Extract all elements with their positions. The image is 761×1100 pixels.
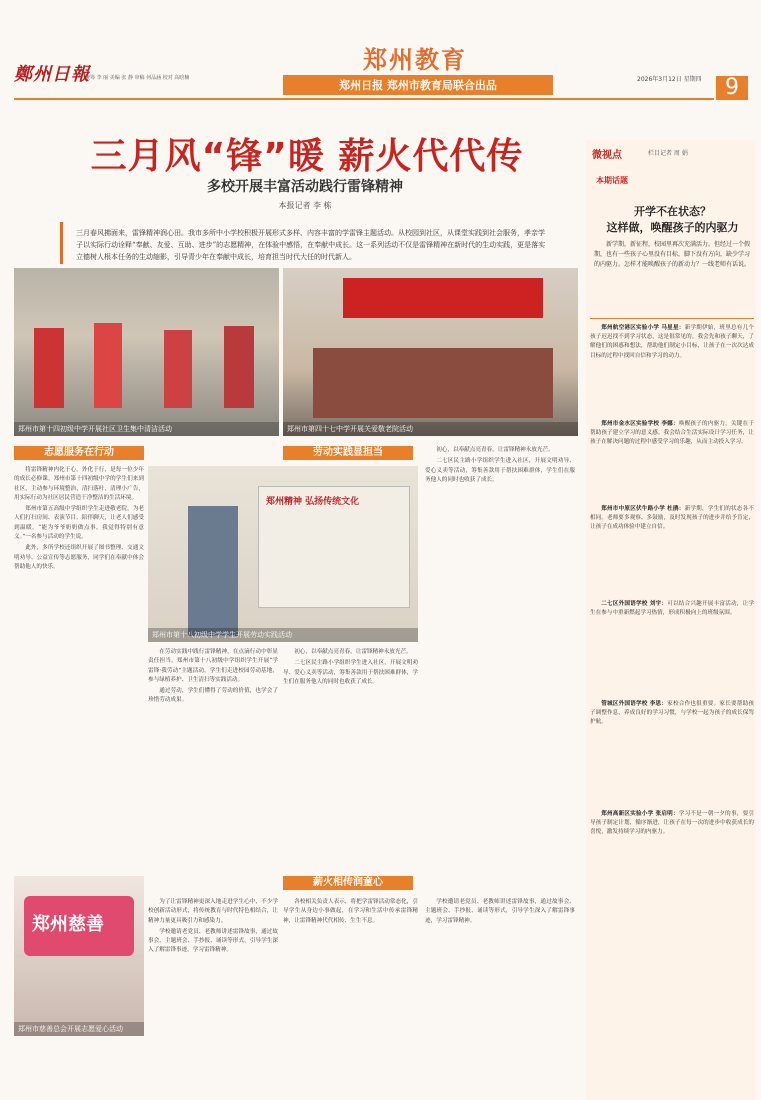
paragraph: 将雷锋精神内化于心，外化于行，是每一位少年的成长必修课。郑州市第十四初级中学的学生们来到社区，主动参与环境整治，清扫落叶，清理小广告，用实际行动为社区居民营造干净整洁的生活环境。 [14, 467, 144, 501]
opinion-author: 郑州高新区实验小学 张启明： [601, 811, 679, 817]
article-lead: 三月春风拂面来，雷锋精神润心田。我市多所中小学校积极开展形式多样、内容丰富的学雷锋主题活动。从校园到社区，从课堂实践到社会服务，孝亲学子以实际行动诠释“奉献、友爱、互助、进步”的志愿精神，在体验中感悟，在奉献中成长。这一系列活动不仅是雷锋精神在新时代的生动实践，更是落实立德树人根本任务的生动缩影，引导青少年在奉献中成长，培育担当时代大任的时代新人。 [76, 229, 546, 261]
sidebar-title [590, 204, 755, 236]
paragraph: 二七区民主路小学组织学生进入社区，开展文明劝导、爱心义卖等活动，筹集善款用于帮扶困难群体，学生们在服务他人的同时也收获了成长。 [425, 458, 575, 483]
placard-text: 郑州慈善 [32, 914, 104, 935]
opinion-item [590, 700, 754, 728]
paragraph: 在劳动实践中践行雷锋精神，在点滴行动中彰显责任担当。郑州市第十八初级中学组织学生开展“学雷锋·我劳动”主题活动，学生们走进校园劳动基地，参与绿植养护、卫生清扫等实践活动。 [148, 649, 278, 683]
topic-tag: 本期话题 [596, 176, 628, 185]
opinion-item [590, 810, 754, 838]
opinion-item [590, 600, 754, 618]
article-subhead: 多校开展丰富活动践行雷锋精神 [207, 179, 403, 195]
opinion-text: 家校合作也很重要。家长要帮助孩子调整作息，养成良好的学习习惯，与学校一起为孩子的成长保驾护航。 [590, 701, 754, 726]
paragraph: 此外，多所学校还组织开展了图书整理、交通文明劝导、公益宣传等志愿服务，同学们在奉献中体会帮助他人的快乐。 [14, 545, 144, 570]
opinion-text: 唤醒孩子的内驱力，关键在于帮助孩子建立学习的意义感。我会结合生活实际设计学习任务，让孩子在解决问题的过程中感受学习的乐趣，从而主动投入学习。 [590, 421, 754, 446]
audience-group [313, 348, 553, 418]
sidebar-divider [590, 318, 754, 319]
opinion-author: 郑州航空港区实验小学 马星星： [601, 325, 685, 331]
article-column-4 [148, 898, 278, 1088]
sidebar-intro: 新学期，新征程，校园里再次充满活力。但经过一个假期，也有一些孩子心里没有目标，脚下没有方向，缺少学习的内驱力。怎样才能唤醒孩子的新动力？一线老师有话说。 [594, 241, 751, 268]
photo-charity [14, 876, 144, 1036]
opinion-author: 管城区外国语学校 李思： [601, 701, 668, 707]
photo-nursing-home [283, 268, 578, 436]
figure-volunteer [224, 326, 254, 408]
section-title: 郑州教育 [363, 46, 467, 74]
opinion-item [590, 324, 754, 361]
wall-banner-text: 郑州精神 弘扬传统文化 [266, 497, 360, 507]
opinion-author: 郑州市金水区实验学校 李娜： [601, 421, 679, 427]
paragraph: 各校相关负责人表示，将把学雷锋活动常态化，引导学生从身边小事做起，在学习和生活中传承雷锋精神，让雷锋精神代代相传、生生不息。 [283, 899, 418, 924]
opinion-text: 新学期伊始，班里总有几个孩子迟迟找不到学习状态，这是很常见的。我会先和孩子聊天，了解他们的困惑和想法，帮助他们制定小目标，让孩子在一次次达成目标的过程中找回自信和学习的动力。 [590, 325, 754, 359]
newspaper-logo: 鄭州日報 [14, 64, 90, 85]
opinion-text: 新学期，学生们的状态各不相同。老师要多观察、多鼓励，及时发现孩子的进步并给予肯定，让孩子在成功体验中建立自信。 [590, 506, 754, 531]
paragraph: 初心，以奉献点亮青春，让雷锋精神永放光芒。 [294, 649, 412, 655]
paragraph: 学校邀请老党员、老教师讲述雷锋故事，通过故事会、主题班会、手抄报、诵读等形式，引导学生深入了解雷锋事迹，学习雷锋精神。 [148, 928, 278, 954]
article-column-6 [425, 898, 575, 1088]
photo-caption: 郑州市第十八初级中学学生开展劳动实践活动 [148, 628, 418, 642]
section-banner-labor: 劳动实践显担当 [283, 446, 413, 460]
section-banner-volunteer: 志愿服务在行动 [14, 446, 144, 460]
figure-volunteer [94, 323, 122, 408]
paragraph: 通过劳动，学生们懂得了劳动的价值，也学会了珍惜劳动成果。 [148, 688, 278, 704]
opinion-text: 学习不是一朝一夕的事，要引导孩子制定计划，循序渐进，让孩子在每一次的进步中收获成长的喜悦，激发持续学习的内驱力。 [590, 811, 754, 836]
photo-caption: 郑州市慈善总会开展志愿爱心活动 [14, 1022, 144, 1036]
photo-community-cleanup [14, 268, 279, 436]
opinion-item [590, 420, 754, 448]
photo-caption: 郑州市第四十七中学开展关爱敬老院活动 [283, 422, 578, 436]
paragraph: 二七区民主路小学组织学生进入社区，开展文明劝导、爱心义卖等活动，筹集善款用于帮扶困难群体，学生们在服务他人的同时也收获了成长。 [283, 660, 418, 685]
article-column-2 [148, 648, 278, 878]
article-column-5 [283, 898, 418, 1088]
issue-date: 2026年3月12日 星期四 [637, 76, 702, 83]
paragraph: 为了让雷锋精神更深入地走进学生心中，不少学校创新活动形式，将传统教育与时代特色相结合，让精神力量更具吸引力和感染力。 [148, 899, 278, 924]
page-number: 9 [716, 76, 748, 100]
article-column-3 [283, 648, 418, 878]
paragraph: 郑州市第五高级中学组织学生走进敬老院，为老人们打扫房间、表演节目、陪伴聊天，让老人们感受到温暖。“能为爷爷奶奶做点事，我觉得特别有意义。”一名参与活动的学生说。 [14, 506, 144, 541]
staff-credits: 统筹 李 丽 美编 张 静 审稿 何品涵 校对 高晗楠 [85, 75, 190, 81]
photo-labor-practice [148, 466, 418, 642]
opinion-author: 二七区外国语学校 刘宇： [601, 601, 668, 607]
article-byline: 本报记者 李 栋 [278, 201, 332, 210]
section-subtitle: 郑州日报 郑州市教育局联合出品 [283, 75, 553, 95]
column-editor: 栏目记者 周 娟 [648, 150, 688, 157]
article-headline: 三月风“锋”暖 薪火代代传 [90, 136, 524, 177]
figure-student [188, 506, 238, 636]
header-divider [14, 98, 714, 100]
figure-volunteer [164, 330, 192, 408]
sidebar-title-line: 这样做，唤醒孩子的内驱力 [606, 221, 739, 234]
banner-red [343, 278, 543, 318]
paragraph: 学校邀请老党员、老教师讲述雷锋故事，通过故事会、主题班会、手抄报、诵读等形式，引导学生深入了解雷锋事迹，学习雷锋精神。 [425, 899, 575, 924]
column-name: 微视点 [592, 150, 622, 161]
sidebar-title-line: 开学不在状态？ [634, 205, 711, 218]
sidebar-panel [586, 140, 756, 1100]
opinion-item [590, 505, 754, 533]
photo-caption: 郑州市第十四初级中学开展社区卫生集中清洁活动 [14, 422, 279, 436]
paragraph: 初心，以奉献点亮青春，让雷锋精神永放光芒。 [436, 447, 554, 453]
article-column-3b [425, 446, 575, 876]
opinion-text: 可以结合兴趣开展丰富活动，让学生在参与中重新燃起学习热情，形成积极向上的班级氛围。 [590, 601, 754, 617]
figure-volunteer [34, 328, 64, 408]
section-banner-heritage: 薪火相传润童心 [283, 876, 413, 890]
article-column-1 [14, 466, 144, 881]
opinion-author: 郑州市中原区伏牛路小学 杜鹃： [601, 506, 685, 512]
